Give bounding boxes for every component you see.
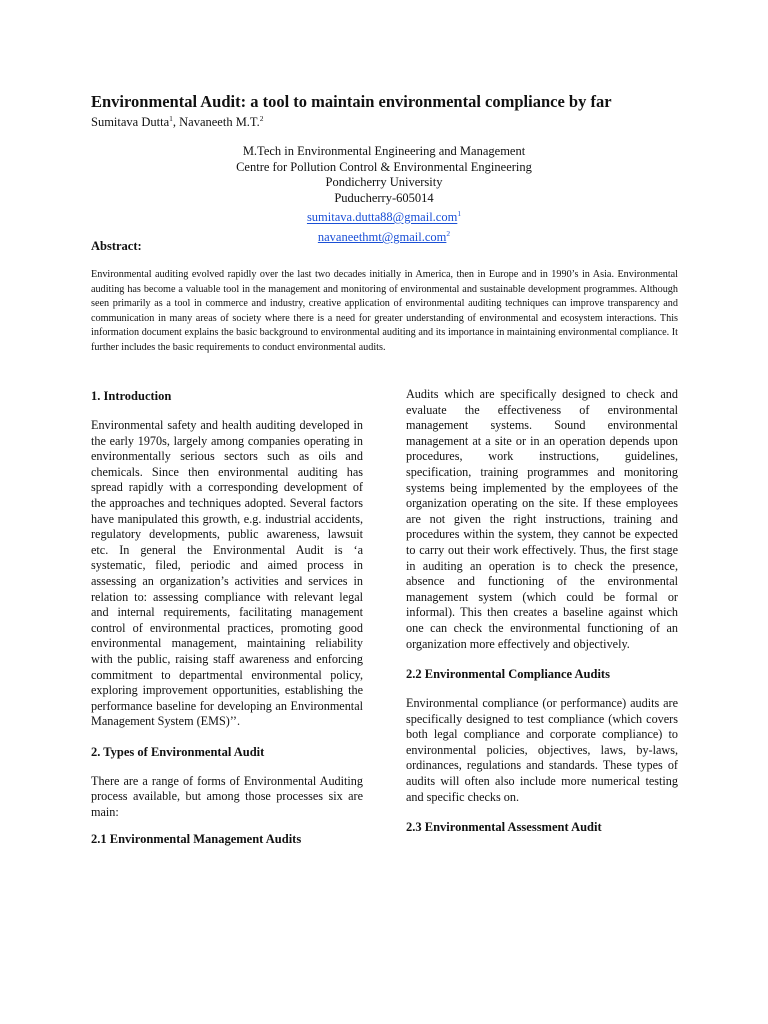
management-audits-paragraph: Audits which are specifically designed to check and evaluate the effectiveness of environmental management systems. Sound environmental management at a site or in an operation depends upon procedures, work instructions, guidelines, specification, training programmes and monitoring systems being implemented by the employees of the organization operating on the site. If these employees are not given the right instructions, training and procedures within the system, they cannot be expected to carry out their work effectively. Thus, the first stage in auditing an operation is to check the presence, absence and functioning of the environmental management system (which could be formal or informal). This then creates a baseline against which one can check the environmental functioning of an organization more effectively and objectively. [406,387,678,651]
author-affiliation-mark: 2 [259,114,264,123]
email-link[interactable]: sumitava.dutta88@gmail.com [306,210,458,225]
paper-title: Environmental Audit: a tool to maintain environmental compliance by far [91,92,612,111]
types-paragraph: There are a range of forms of Environmental Auditing process available, but among those processes six are main: [91,773,363,820]
affiliation-line: M.Tech in Environmental Engineering and Management [242,144,526,158]
left-column [91,388,363,847]
introduction-paragraph: Environmental safety and health auditing developed in the early 1970s, largely among companies operating in environmentally serious sectors such as oils and chemicals. Since then environmental auditing has spread rapidly with a corresponding development of the approaches and techniques adopted. Several factors have manipulated this growth, e.g. industrial accidents, regulatory developments, public awareness, lawsuit etc. In general the Environmental Audit is ‘a systematic, filed, periodic and aimed process in assessing an organization’s activities and services in relation to: assessing compliance with relevant legal and internal requirements, facilitating management control of environmental practices, promoting good environmental management, maintaining reliability with the public, raising staff awareness and enforcing commitment to departmental environmental policy, exploring improvement opportunities, establishing the performance baseline for developing an Environmental Management System (EMS)’’. [91,418,363,729]
affiliation-line: Puducherry-605014 [334,190,434,205]
abstract-heading: Abstract: [91,239,142,253]
author-name: Navaneeth M.T. [179,115,260,130]
abstract-text: Environmental auditing evolved rapidly over the last two decades initially in America, then in Europe and in 1990’s in Asia. Environmental auditing has become a valuable tool in the management and monitoring of environmental and sustainable development programmes. Although seen primarily as a tool in commerce and industry, creative application of environmental auditing techniques can improve transparency and communication in many areas of society where there is a need for greater understanding of environmental and ecosystem interactions. This information document explains the basic background to environmental auditing and its importance in maintaining environmental compliance. It further includes the basic requirements to conduct environmental audits. [91,269,678,353]
author-separator: , [172,115,180,130]
email-mark: 1 [457,209,462,219]
affiliation-line: Centre for Pollution Control & Environmental Engineering [236,159,532,174]
author-affiliation-mark: 1 [169,114,173,123]
section-heading-management-audits: 2.1 Environmental Management Audits [91,831,302,846]
email-line [91,226,677,246]
section-heading-compliance-audits: 2.2 Environmental Compliance Audits [406,667,610,682]
email-mark: 2 [446,229,451,239]
section-heading-assessment-audit: 2.3 Environmental Assessment Audit [406,820,602,835]
right-column [406,387,678,835]
email-link[interactable]: navaneethmt@gmail.com [317,230,447,245]
author-name: Sumitava Dutta [91,115,170,130]
author-line [91,111,264,130]
affiliation-line: Pondicherry University [325,175,443,190]
section-heading-introduction: 1. Introduction [91,389,172,403]
compliance-audits-paragraph: Environmental compliance (or performance) audits are specifically designed to test compliance (which covers both legal compliance and corporate compliance) to environmental policies, objectives, laws, by-laws, ordinances, regulations and standards. These types of audits will often also include more numerical testing and specific checks on. [406,696,678,804]
affiliation-block [91,144,677,246]
section-heading-types: 2. Types of Environmental Audit [91,744,265,759]
email-line [91,206,677,226]
